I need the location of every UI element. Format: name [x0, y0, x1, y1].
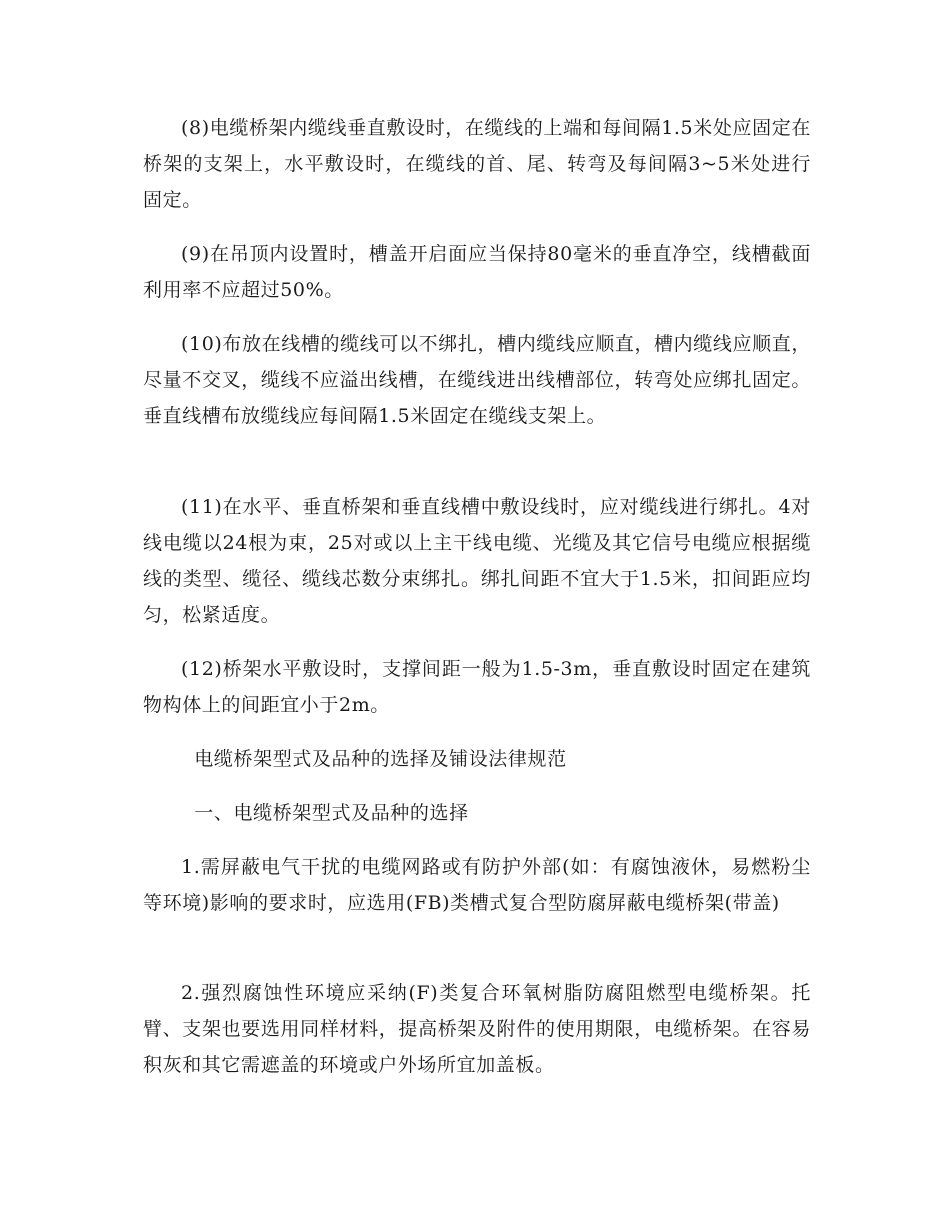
list-item-2: 2.强烈腐蚀性环境应采纳(F)类复合环氧树脂防腐阻燃型电缆桥架。托臂、支架也要选用同样材料，提高桥架及附件的使用期限，电缆桥架。在容易积灰和其它需遮盖的环境或户外场所宜加盖板。: [143, 982, 811, 1076]
section-title: 电缆桥架型式及品种的选择及铺设法律规范: [194, 748, 567, 770]
subsection-title: 一、电缆桥架型式及品种的选择: [194, 802, 469, 824]
paragraph-10: (10)布放在线槽的缆线可以不绑扎，槽内缆线应顺直，槽内缆线应顺直，尽量不交叉，缆线不应溢出线槽，在缆线进出线槽部位，转弯处应绑扎固定。垂直线槽布放缆线应每间隔1.5米固定在缆线支架上。: [143, 333, 811, 427]
paragraph-9: (9)在吊顶内设置时，槽盖开启面应当保持80毫米的垂直净空，线槽截面利用率不应超过50%。: [143, 243, 811, 301]
list-item-1: 1.需屏蔽电气干扰的电缆网路或有防护外部(如：有腐蚀液休，易燃粉尘等环境)影响的要求时，应选用(FB)类槽式复合型防腐屏蔽电缆桥架(带盖): [143, 856, 811, 914]
paragraph-12: (12)桥架水平敷设时，支撑间距一般为1.5-3m，垂直敷设时固定在建筑物构体上的间距宜小于2m。: [143, 658, 811, 716]
paragraph-11: (11)在水平、垂直桥架和垂直线槽中敷设线时，应对缆线进行绑扎。4对线电缆以24根为束，25对或以上主干线电缆、光缆及其它信号电缆应根据缆线的类型、缆径、缆线芯数分束绑扎。绑扎间距不宜大于1.5米，扣间距应均匀，松紧适度。: [143, 496, 811, 626]
paragraph-8: (8)电缆桥架内缆线垂直敷设时，在缆线的上端和每间隔1.5米处应固定在桥架的支架上，水平敷设时，在缆线的首、尾、转弯及每间隔3~5米处进行固定。: [143, 117, 811, 211]
